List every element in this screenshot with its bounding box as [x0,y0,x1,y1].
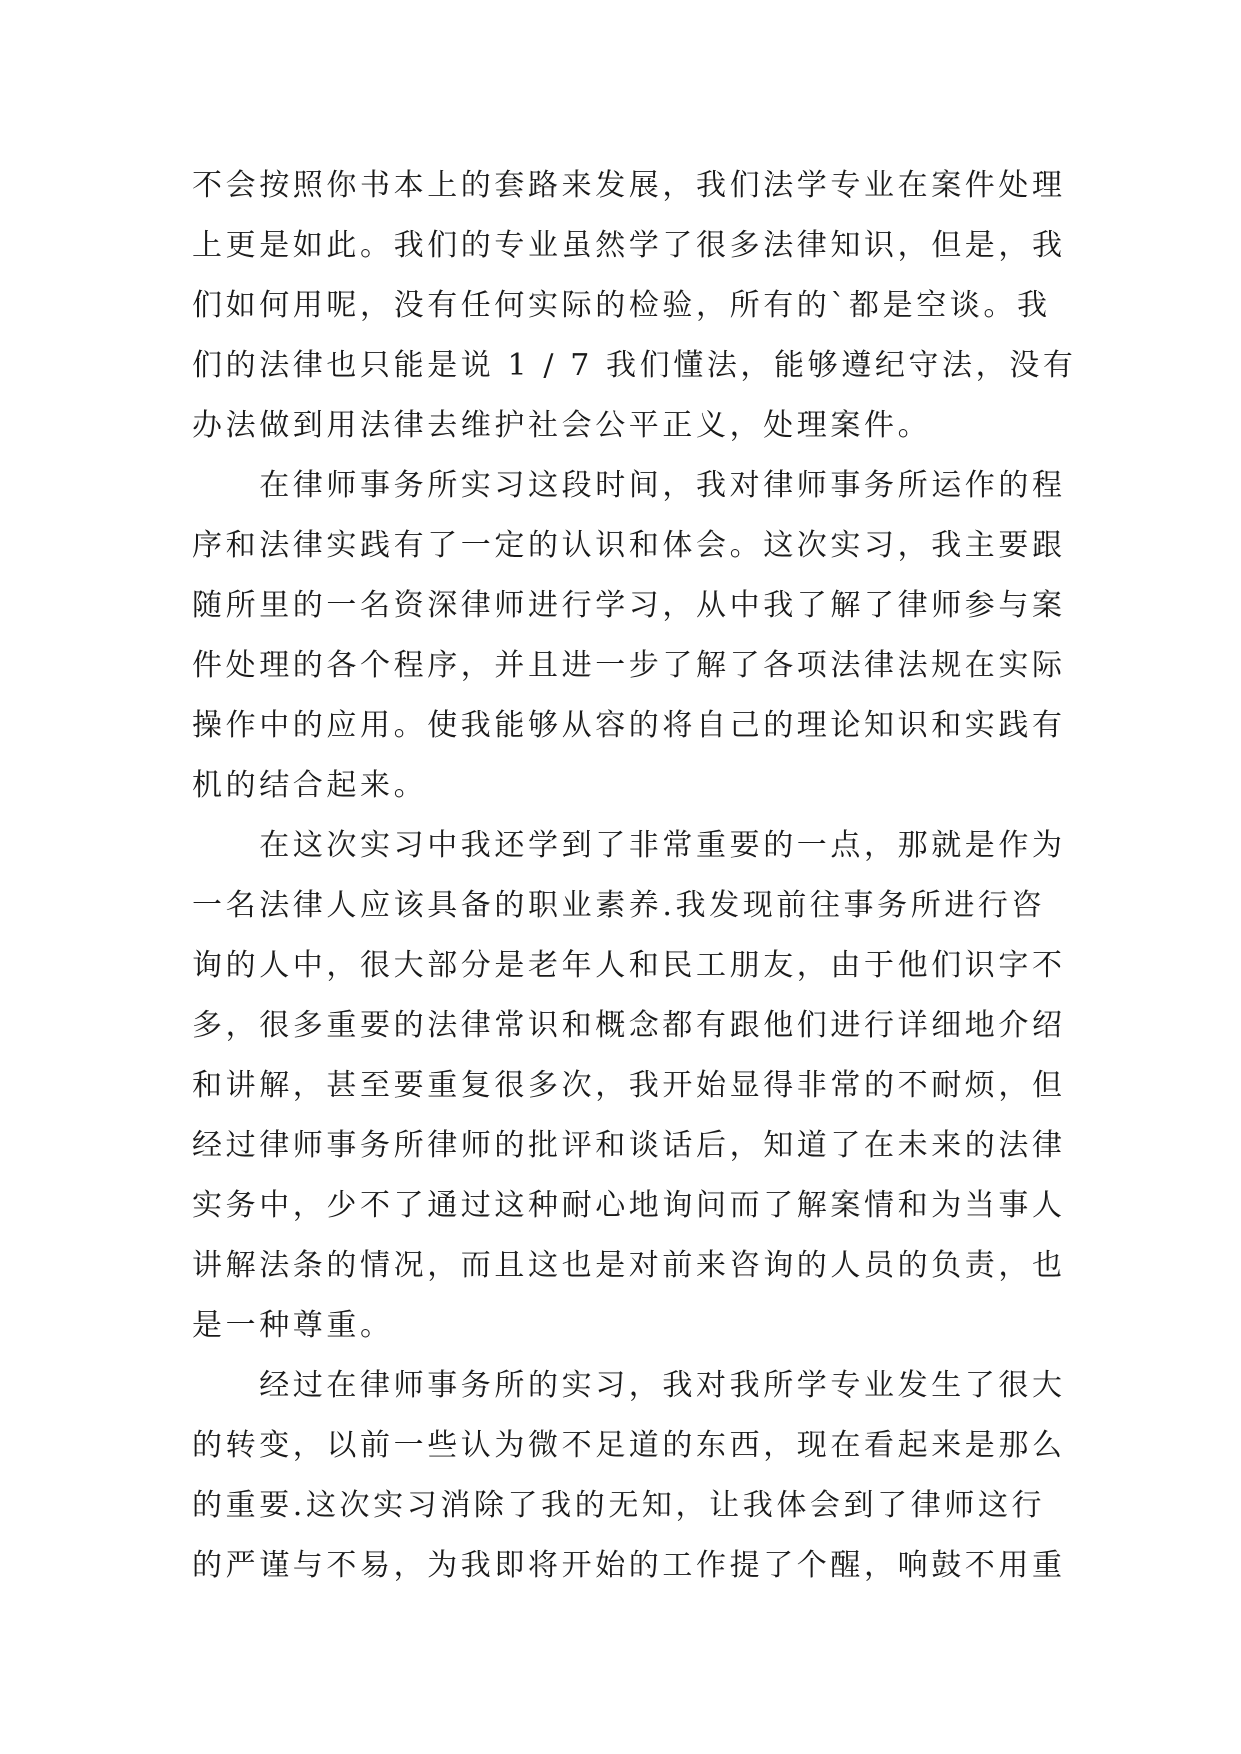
text-line: 和讲解，甚至要重复很多次，我开始显得非常的不耐烦，但 [192,1068,1066,1103]
text-line: 办法做到用法律去维护社会公平正义，处理案件。 [192,408,932,443]
text-line: 一名法律人应该具备的职业素养.我发现前往事务所进行咨 [192,888,1046,923]
text-line: 序和法律实践有了一定的认识和体会。这次实习，我主要跟 [192,528,1066,563]
text-line: 上更是如此。我们的专业虽然学了很多法律知识，但是，我 [192,228,1066,263]
text-line: 多，很多重要的法律常识和概念都有跟他们进行详细地介绍 [192,1008,1066,1043]
text-line: 的严谨与不易，为我即将开始的工作提了个醒，响鼓不用重 [192,1548,1066,1583]
text-line: 随所里的一名资深律师进行学习，从中我了解了律师参与案 [192,588,1066,623]
text-line: 实务中，少不了通过这种耐心地询问而了解案情和为当事人 [192,1188,1066,1223]
paragraph-start-line: 在律师事务所实习这段时间，我对律师事务所运作的程 [192,468,1066,503]
text-line: 不会按照你书本上的套路来发展，我们法学专业在案件处理 [192,168,1066,203]
text-line: 的重要.这次实习消除了我的无知，让我体会到了律师这行 [192,1488,1046,1523]
text-line: 的转变，以前一些认为微不足道的东西，现在看起来是那么 [192,1428,1066,1463]
text-line: 询的人中，很大部分是老年人和民工朋友，由于他们识字不 [192,948,1066,983]
paragraph-start-line: 经过在律师事务所的实习，我对我所学专业发生了很大 [192,1368,1066,1403]
text-line: 讲解法条的情况，而且这也是对前来咨询的人员的负责，也 [192,1248,1066,1283]
text-line-with-page-marker: 们的法律也只能是说 1 / 7 我们懂法，能够遵纪守法，没有 [192,348,1077,383]
paragraph-start-line: 在这次实习中我还学到了非常重要的一点，那就是作为 [192,828,1066,863]
text-line: 是一种尊重。 [192,1308,394,1343]
text-line: 机的结合起来。 [192,768,428,803]
body-text [192,156,1077,1596]
text-line: 经过律师事务所律师的批评和谈话后，知道了在未来的法律 [192,1128,1066,1163]
text-line: 操作中的应用。使我能够从容的将自己的理论知识和实践有 [192,708,1066,743]
text-line: 们如何用呢，没有任何实际的检验，所有的`都是空谈。我 [192,288,1051,323]
text-line: 件处理的各个程序，并且进一步了解了各项法律法规在实际 [192,648,1066,683]
